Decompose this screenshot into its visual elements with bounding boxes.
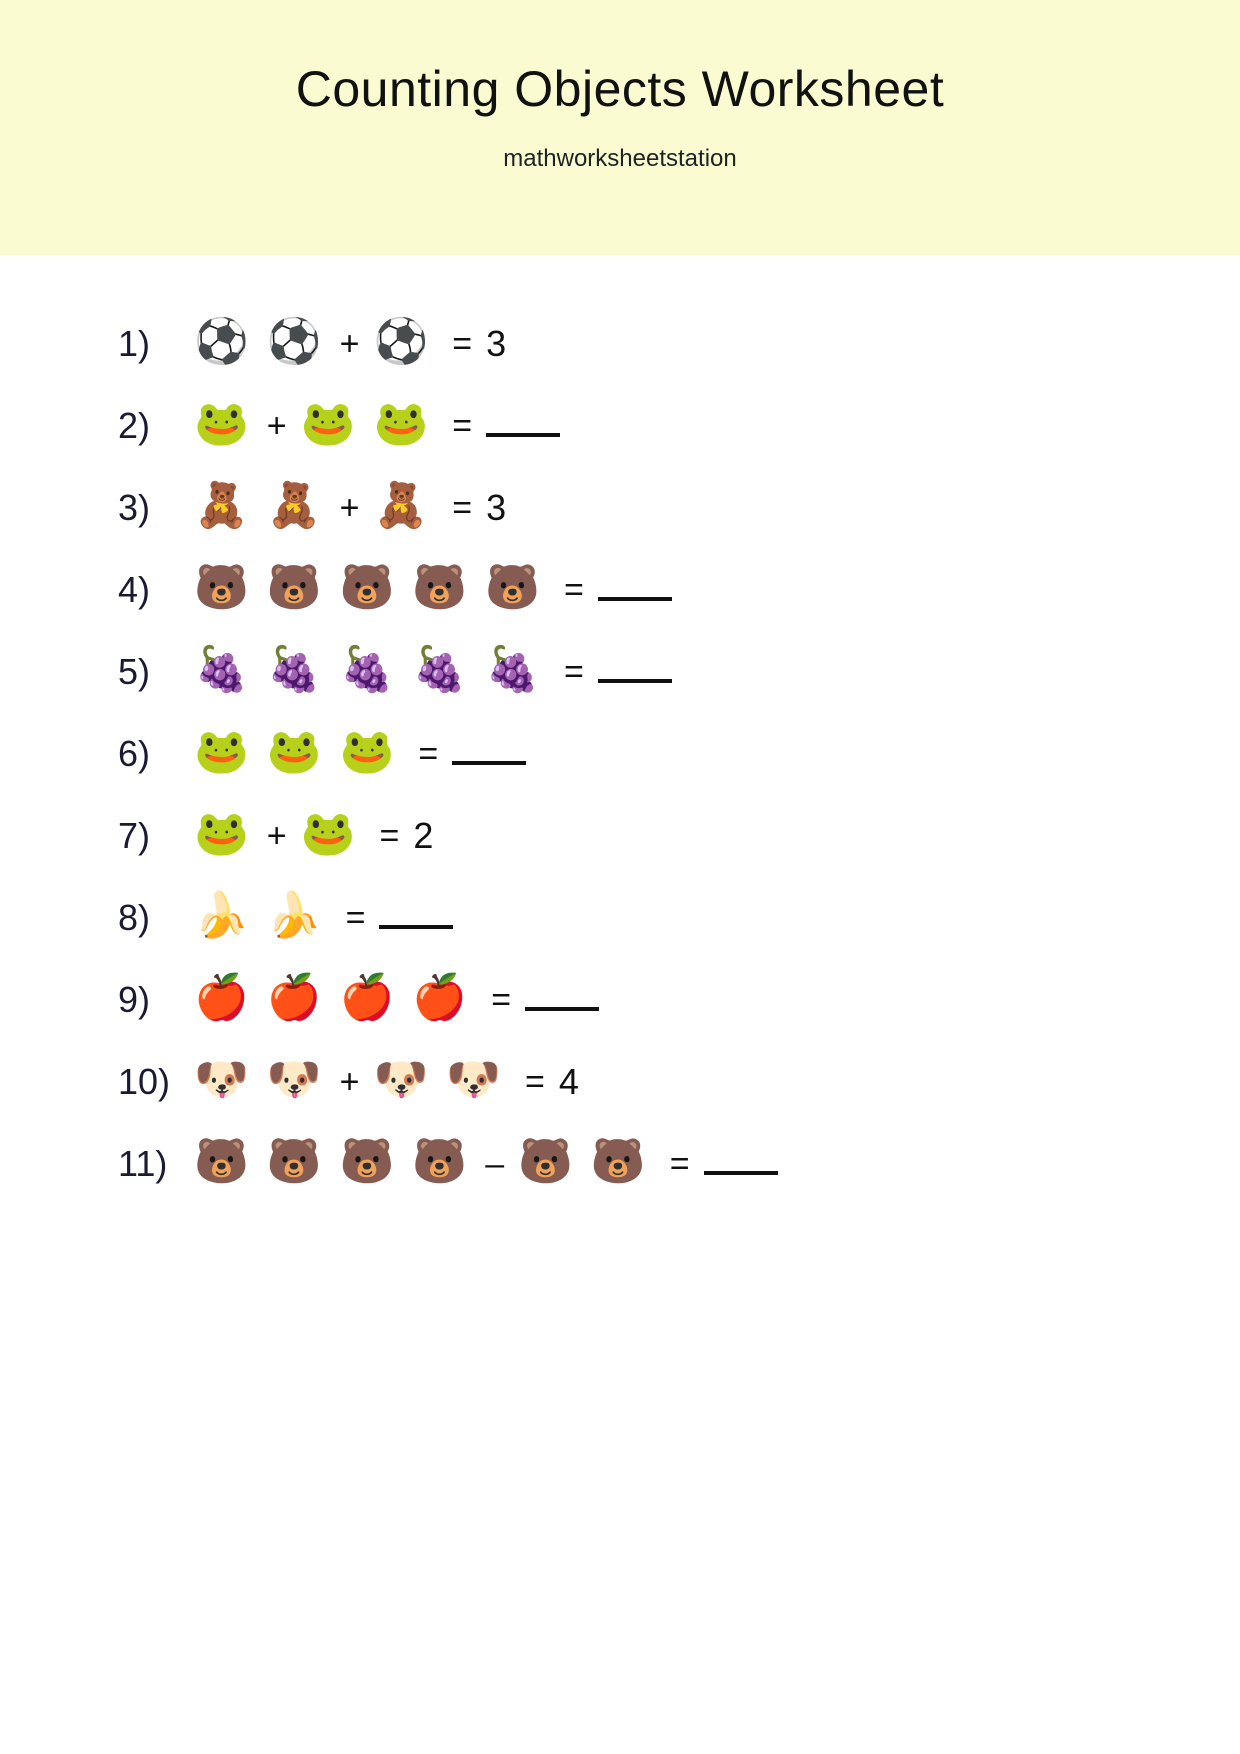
soccer-ball-icon: ⚽ [373, 317, 429, 366]
problem-expression [194, 809, 434, 858]
equals-symbol: = [669, 1144, 690, 1183]
problem-number: 5) [118, 651, 151, 692]
operator-symbol: + [266, 406, 287, 445]
answer-value: 3 [486, 487, 507, 528]
problem-row [118, 713, 1240, 795]
problem-number: 10) [118, 1061, 171, 1102]
dog-face-icon: 🐶 [446, 1055, 502, 1104]
equals-symbol: = [452, 324, 473, 363]
bear-face-icon: 🐻 [485, 563, 540, 612]
apple-icon: 🍎 [412, 973, 468, 1022]
operator-symbol: + [339, 1062, 360, 1101]
problem-row [118, 1041, 1240, 1123]
apple-icon: 🍎 [194, 973, 249, 1022]
problem-expression [194, 1055, 579, 1104]
soccer-ball-icon: ⚽ [266, 317, 322, 366]
problem-expression [194, 645, 672, 694]
soccer-ball-icon: ⚽ [194, 317, 249, 366]
problem-row [118, 795, 1240, 877]
problem-expression [194, 563, 672, 612]
problem-number: 8) [118, 897, 151, 938]
answer-value: 4 [558, 1061, 579, 1102]
apple-icon: 🍎 [339, 973, 395, 1022]
frog-face-icon: 🐸 [373, 399, 429, 448]
frog-face-icon: 🐸 [300, 809, 356, 858]
bear-face-icon: 🐻 [339, 1137, 395, 1186]
answer-value: 3 [486, 323, 507, 364]
problem-row [118, 631, 1240, 713]
problem-number: 6) [118, 733, 151, 774]
operator-symbol: + [339, 324, 360, 363]
teddy-bear-icon: 🧸 [194, 481, 249, 530]
site-subtitle: mathworksheetstation [503, 145, 737, 172]
problem-expression [194, 399, 560, 448]
frog-face-icon: 🐸 [266, 727, 322, 776]
problem-row [118, 877, 1240, 959]
bear-face-icon: 🐻 [194, 1137, 249, 1186]
problem-expression [194, 481, 507, 530]
grapes-icon: 🍇 [194, 645, 249, 694]
equals-symbol: = [525, 1062, 545, 1101]
problem-number: 9) [118, 979, 151, 1020]
problem-expression [194, 891, 453, 940]
frog-face-icon: 🐸 [194, 727, 249, 776]
bear-face-icon: 🐻 [266, 1137, 322, 1186]
answer-blank[interactable] [486, 407, 560, 437]
bear-face-icon: 🐻 [339, 563, 395, 612]
frog-face-icon: 🐸 [194, 399, 249, 448]
problem-row [118, 385, 1240, 467]
bear-face-icon: 🐻 [412, 563, 468, 612]
problem-row [118, 959, 1240, 1041]
answer-blank[interactable] [598, 653, 672, 683]
problem-row [118, 1123, 1240, 1205]
teddy-bear-icon: 🧸 [266, 481, 322, 530]
problem-expression [194, 1137, 778, 1186]
equals-symbol: = [563, 570, 584, 609]
teddy-bear-icon: 🧸 [373, 481, 429, 530]
problem-number: 2) [118, 405, 151, 446]
dog-face-icon: 🐶 [266, 1055, 322, 1104]
bear-face-icon: 🐻 [412, 1137, 468, 1186]
page-title: Counting Objects Worksheet [295, 61, 945, 117]
equals-symbol: = [379, 816, 400, 855]
problem-number: 1) [118, 323, 151, 364]
answer-value: 2 [413, 815, 434, 856]
apple-icon: 🍎 [266, 973, 322, 1022]
operator-symbol: + [339, 488, 360, 527]
equals-symbol: = [345, 898, 366, 937]
bear-face-icon: 🐻 [518, 1137, 573, 1186]
answer-blank[interactable] [525, 981, 599, 1011]
problem-number: 7) [118, 815, 151, 856]
grapes-icon: 🍇 [266, 645, 322, 694]
equals-symbol: = [491, 980, 512, 1019]
problem-row [118, 467, 1240, 549]
problem-expression [194, 973, 599, 1022]
equals-symbol: = [418, 734, 439, 773]
problem-list [118, 303, 1240, 1205]
bear-face-icon: 🐻 [590, 1137, 646, 1186]
operator-symbol: – [485, 1144, 505, 1183]
equals-symbol: = [452, 406, 473, 445]
dog-face-icon: 🐶 [194, 1055, 249, 1104]
problem-row [118, 303, 1240, 385]
frog-face-icon: 🐸 [339, 727, 395, 776]
grapes-icon: 🍇 [412, 645, 468, 694]
problem-number: 11) [118, 1143, 168, 1184]
problem-number: 4) [118, 569, 151, 610]
equals-symbol: = [563, 652, 584, 691]
grapes-icon: 🍇 [485, 645, 540, 694]
bear-face-icon: 🐻 [266, 563, 322, 612]
frog-face-icon: 🐸 [194, 809, 249, 858]
worksheet-body [0, 255, 1240, 1205]
bear-face-icon: 🐻 [194, 563, 249, 612]
problem-row [118, 549, 1240, 631]
dog-face-icon: 🐶 [373, 1055, 429, 1104]
worksheet-header [0, 0, 1240, 255]
frog-face-icon: 🐸 [300, 399, 356, 448]
equals-symbol: = [452, 488, 473, 527]
operator-symbol: + [266, 816, 287, 855]
problem-number: 3) [118, 487, 151, 528]
answer-blank[interactable] [452, 735, 526, 765]
grapes-icon: 🍇 [339, 645, 395, 694]
answer-blank[interactable] [379, 899, 453, 929]
answer-blank[interactable] [704, 1145, 778, 1175]
problem-expression [194, 727, 526, 776]
problem-expression [194, 317, 507, 366]
answer-blank[interactable] [598, 571, 672, 601]
banana-icon: 🍌 [194, 891, 249, 940]
banana-icon: 🍌 [266, 891, 322, 940]
